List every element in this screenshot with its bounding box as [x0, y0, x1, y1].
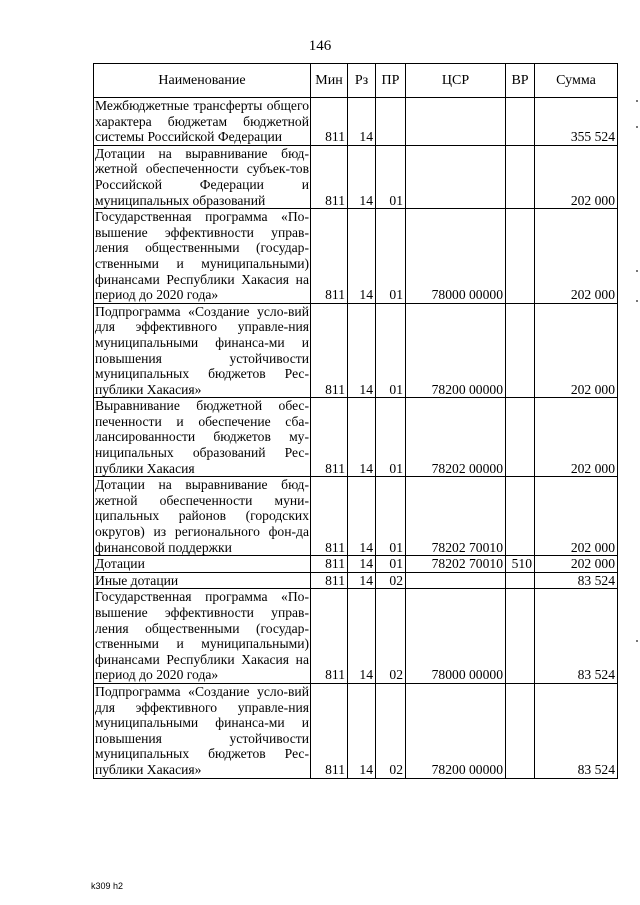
row-name: Дотации [94, 556, 311, 573]
table-row [94, 477, 618, 556]
row-rz: 14 [348, 556, 376, 573]
row-min: 811 [311, 209, 348, 304]
row-csr: 78000 00000 [406, 589, 506, 684]
row-sum: 83 524 [535, 683, 618, 778]
row-name: Межбюджетные трансферты общего характера бюджетам бюджетной системы Российской Федерации [95, 98, 309, 145]
row-csr: 78202 00000 [406, 398, 506, 477]
row-pr: 01 [376, 477, 406, 556]
row-name: Иные дотации [94, 572, 311, 589]
row-sum: 202 000 [535, 145, 618, 208]
row-name: Дотации на выравнивание бюд-жетной обеспеченности субъек-тов Российской Федерации и муниципальных образований [95, 145, 309, 208]
row-csr [406, 98, 506, 146]
row-sum: 355 524 [535, 98, 618, 146]
row-vr [506, 572, 535, 589]
header-csr: ЦСР [406, 64, 506, 98]
row-rz: 14 [348, 572, 376, 589]
row-pr: 01 [376, 556, 406, 573]
row-min: 811 [311, 477, 348, 556]
row-rz: 14 [348, 683, 376, 778]
row-vr [506, 589, 535, 684]
row-name: Подпрограмма «Создание усло-вий для эффективного управле-ния муниципальными финанса-ми и повышения устойчивости муниципальных бюджетов Рес-публики Хакасия» [95, 303, 309, 397]
row-vr [506, 303, 535, 398]
row-vr [506, 398, 535, 477]
row-name: Дотации на выравнивание бюд-жетной обеспеченности муни-ципальных районов (городских округов) из регионального фон-да финансовой поддержки [95, 477, 309, 555]
row-rz: 14 [348, 398, 376, 477]
row-name: Подпрограмма «Создание усло-вий для эффективного управле-ния муниципальными финанса-ми и повышения устойчивости муниципальных бюджетов Рес-публики Хакасия» [95, 683, 309, 777]
row-rz: 14 [348, 209, 376, 304]
row-pr: 01 [376, 398, 406, 477]
table-row [94, 683, 618, 778]
row-csr: 78200 00000 [406, 303, 506, 398]
row-name: Государственная программа «По-вышение эффективности управ-ления общественными (государ-ственными и муниципальными) финансами Республики Хакасия на период до 2020 года» [95, 589, 309, 683]
row-sum: 202 000 [535, 398, 618, 477]
row-vr [506, 209, 535, 304]
row-vr [506, 683, 535, 778]
row-csr [406, 572, 506, 589]
scan-mark [636, 300, 638, 302]
row-min: 811 [311, 398, 348, 477]
row-min: 811 [311, 556, 348, 573]
table-row [94, 145, 618, 208]
footer-code: k309 h2 [91, 881, 124, 891]
row-pr: 02 [376, 589, 406, 684]
row-rz: 14 [348, 303, 376, 398]
row-pr: 01 [376, 303, 406, 398]
row-name: Выравнивание бюджетной обес-печенности и обеспечение сба-лансированности бюджетов му-ниципальных образований Рес-публики Хакасия [95, 398, 309, 476]
table-row [94, 398, 618, 477]
row-rz: 14 [348, 589, 376, 684]
row-vr [506, 477, 535, 556]
table-header-row [94, 64, 618, 98]
row-rz: 14 [348, 98, 376, 146]
row-pr: 02 [376, 572, 406, 589]
scan-mark [636, 100, 638, 102]
header-pr: ПР [376, 64, 406, 98]
row-rz: 14 [348, 145, 376, 208]
table-row [94, 303, 618, 398]
row-vr [506, 145, 535, 208]
row-min: 811 [311, 303, 348, 398]
header-sum: Сумма [535, 64, 618, 98]
row-pr: 02 [376, 683, 406, 778]
row-csr: 78000 00000 [406, 209, 506, 304]
row-min: 811 [311, 589, 348, 684]
row-pr: 01 [376, 209, 406, 304]
table-row [94, 589, 618, 684]
table-row [94, 98, 618, 146]
budget-table [93, 63, 618, 779]
scan-mark [636, 640, 638, 642]
row-pr: 01 [376, 145, 406, 208]
table-row [94, 572, 618, 589]
row-csr [406, 145, 506, 208]
row-vr: 510 [506, 556, 535, 573]
row-sum: 83 524 [535, 589, 618, 684]
header-rz: Рз [348, 64, 376, 98]
row-pr [376, 98, 406, 146]
header-min: Мин [311, 64, 348, 98]
scan-mark [636, 126, 638, 128]
row-name: Государственная программа «По-вышение эффективности управ-ления общественными (государ-ственными и муниципальными) финансами Республики Хакасия на период до 2020 года» [95, 209, 309, 303]
row-rz: 14 [348, 477, 376, 556]
row-min: 811 [311, 98, 348, 146]
row-sum: 202 000 [535, 303, 618, 398]
table-row [94, 556, 618, 573]
header-name: Наименование [94, 64, 311, 98]
row-csr: 78202 70010 [406, 477, 506, 556]
row-min: 811 [311, 683, 348, 778]
row-vr [506, 98, 535, 146]
row-csr: 78202 70010 [406, 556, 506, 573]
row-min: 811 [311, 145, 348, 208]
row-sum: 202 000 [535, 477, 618, 556]
scan-mark [636, 270, 638, 272]
page-number: 146 [308, 38, 332, 54]
row-csr: 78200 00000 [406, 683, 506, 778]
row-sum: 202 000 [535, 209, 618, 304]
row-sum: 83 524 [535, 572, 618, 589]
row-min: 811 [311, 572, 348, 589]
table-row [94, 209, 618, 304]
header-vr: ВР [506, 64, 535, 98]
row-sum: 202 000 [535, 556, 618, 573]
